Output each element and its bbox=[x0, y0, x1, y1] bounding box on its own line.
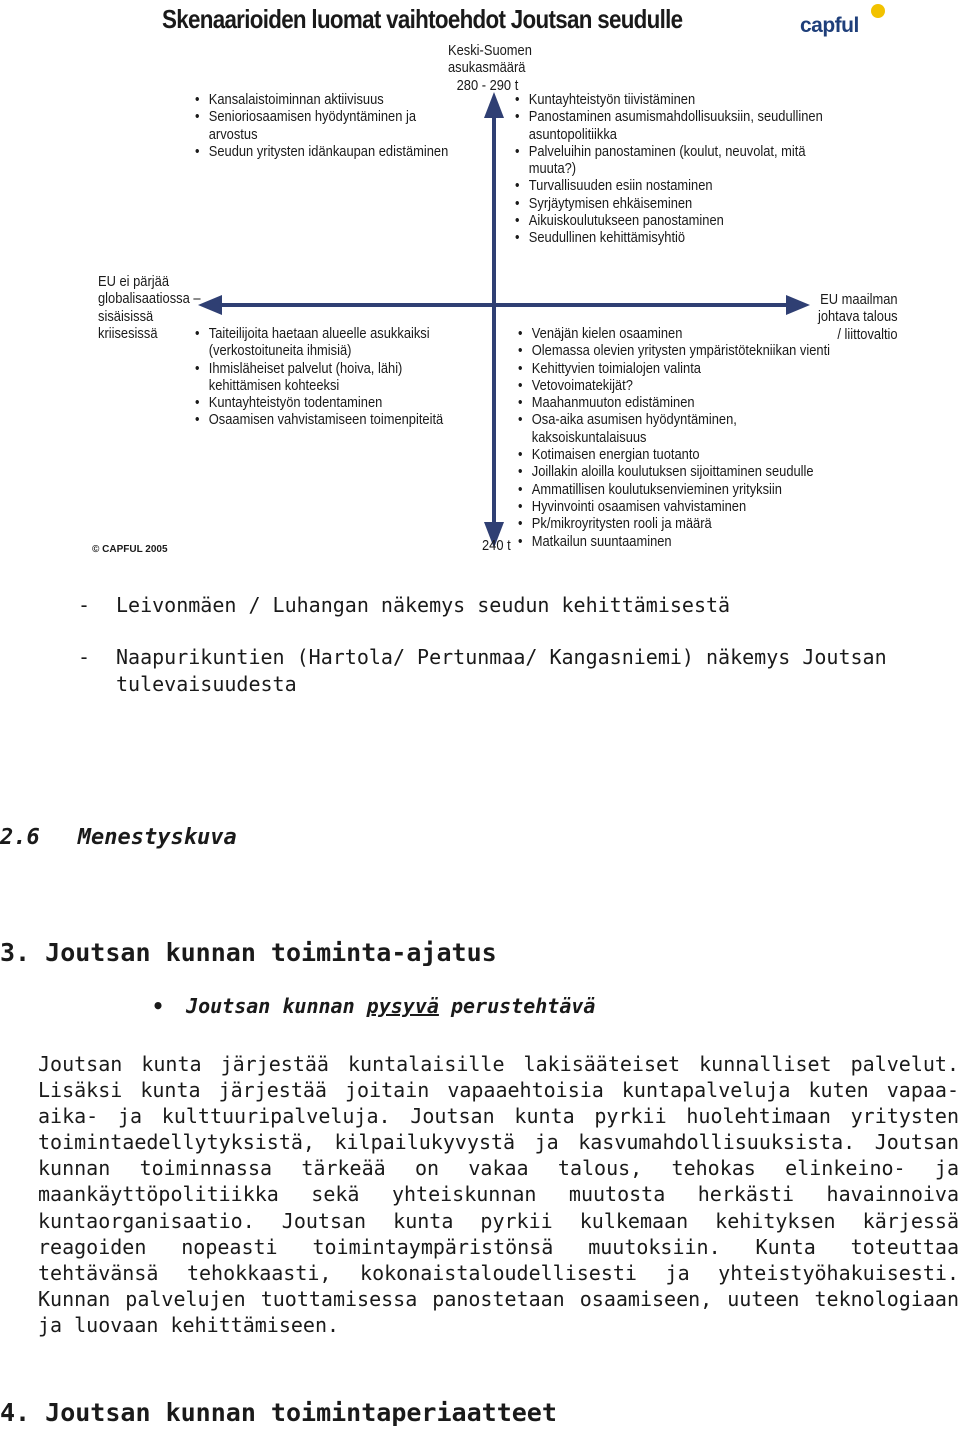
quadrant-item: • Ammatillisen koulutuksenvieminen yrityksiin bbox=[518, 481, 830, 498]
right-axis-label: EU maailman johtava talous / liittovaltio bbox=[818, 291, 898, 343]
quadrant-item: • Kotimaisen energian tuotanto bbox=[518, 446, 830, 463]
section-2-6-heading: 2.6 Menestyskuva bbox=[0, 825, 237, 850]
bottom-axis-label: 240 t bbox=[482, 537, 511, 554]
top-axis-label: Keski-Suomen asukasmäärä 280 - 290 t bbox=[448, 42, 532, 94]
left-arrow-icon bbox=[198, 295, 222, 315]
quadrant-top-left bbox=[195, 91, 448, 160]
up-arrow-icon bbox=[484, 92, 504, 118]
right-arrow-icon bbox=[786, 295, 810, 315]
quadrant-item: • Osaamisen vahvistamiseen toimenpiteitä bbox=[195, 411, 443, 428]
quadrant-item: • Senioriosaamisen hyödyntäminen ja arvostus bbox=[195, 108, 448, 143]
quadrant-item: • Taiteilijoita haetaan alueelle asukkaiksi (verkostoituneita ihmisiä) bbox=[195, 325, 443, 360]
quadrant-item: • Kuntayhteistyön todentaminen bbox=[195, 394, 443, 411]
quadrant-top-right bbox=[515, 91, 823, 247]
quadrant-item: • Kehittyvien toimialojen valinta bbox=[518, 360, 830, 377]
quadrant-bottom-left bbox=[195, 325, 443, 429]
quadrant-item: • Seudun yritysten idänkaupan edistäminen bbox=[195, 143, 448, 160]
section-3-heading: 3. Joutsan kunnan toiminta-ajatus bbox=[0, 938, 497, 967]
quadrant-item: • Turvallisuuden esiin nostaminen bbox=[515, 177, 823, 194]
quadrant-item: • Palveluihin panostaminen (koulut, neuvolat, mitä muuta?) bbox=[515, 143, 823, 178]
quadrant-item: • Kuntayhteistyön tiivistäminen bbox=[515, 91, 823, 108]
quadrant-item: • Venäjän kielen osaaminen bbox=[518, 325, 830, 342]
quadrant-item: • Matkailun suuntaaminen bbox=[518, 533, 830, 550]
quadrant-item: • Joillakin aloilla koulutuksen sijoittaminen seudulle bbox=[518, 463, 830, 480]
quadrant-item: • Panostaminen asumismahdollisuuksiin, seudullinen asuntopolitiikka bbox=[515, 108, 823, 143]
copyright-note: © CAPFUL 2005 bbox=[92, 544, 168, 555]
quadrant-item: • Olemassa olevien yritysten ympäristötekniikan vienti bbox=[518, 342, 830, 359]
diagram-title: Skenaarioiden luomat vaihtoehdot Joutsan seudulle bbox=[162, 4, 683, 34]
quadrant-item: • Kansalaistoiminnan aktiivisuus bbox=[195, 91, 448, 108]
logo-text: capful bbox=[800, 14, 859, 37]
section-3-bullet: • Joutsan kunnan pysyvä perustehtävä bbox=[152, 994, 596, 1018]
quadrant-item: • Hyvinvointi osaamisen vahvistaminen bbox=[518, 498, 830, 515]
section-4-heading: 4. Joutsan kunnan toimintaperiaatteet bbox=[0, 1398, 557, 1427]
quadrant-item: • Seudullinen kehittämisyhtiö bbox=[515, 229, 823, 246]
quadrant-item: • Vetovoimatekijät? bbox=[518, 377, 830, 394]
left-axis-label: EU ei pärjää globalisaatiossa – sisäisissä kriisesissä bbox=[98, 273, 201, 342]
quadrant-item: • Syrjäytymisen ehkäiseminen bbox=[515, 195, 823, 212]
section-3-paragraph: Joutsan kunta järjestää kuntalaisille lakisääteiset kunnalliset palvelut. Lisäksi kunta järjestää joitain vapaaehtoisia kuntapalveluja kuten vapaa-aika- ja kulttuuripalveluja. Joutsan kunta pyrkii huolehtimaan yritysten toimintaedellytyksistä, kilpailukyvystä ja kasvumahdollisuuksista. Joutsan kunnan toiminnassa tärkeää on vakaa talous, tehokas elinkeino- ja maankäyttöpolitiikka sekä yhteiskunnan muutosta herkästi havainnoiva kuntaorganisaatio. Joutsan kunta pyrkii kulkemaan kehityksen kärjessä reagoiden nopeasti toimintaympäristönsä muutoksiin. Kunta toteuttaa tehtävänsä tehokkaasti, kokonaistaloudellisesti ja yhteistyöhakuisesti. Kunnan palvelujen tuottamisessa panostetaan osaamiseen, uuteen teknologiaan ja luovaan kehittämiseen. bbox=[38, 1052, 959, 1337]
quadrant-item: • Osa-aika asumisen hyödyntäminen, kaksoiskuntalaisuus bbox=[518, 411, 830, 446]
quadrant-item: • Aikuiskoulutukseen panostaminen bbox=[515, 212, 823, 229]
quadrant-item: • Ihmisläheiset palvelut (hoiva, lähi) kehittämisen kohteeksi bbox=[195, 360, 443, 395]
quadrant-item: • Maahanmuuton edistäminen bbox=[518, 394, 830, 411]
quadrant-bottom-right bbox=[518, 325, 830, 550]
quadrant-item: • Pk/mikroyritysten rooli ja määrä bbox=[518, 515, 830, 532]
bullet-icon: • bbox=[152, 994, 165, 1018]
